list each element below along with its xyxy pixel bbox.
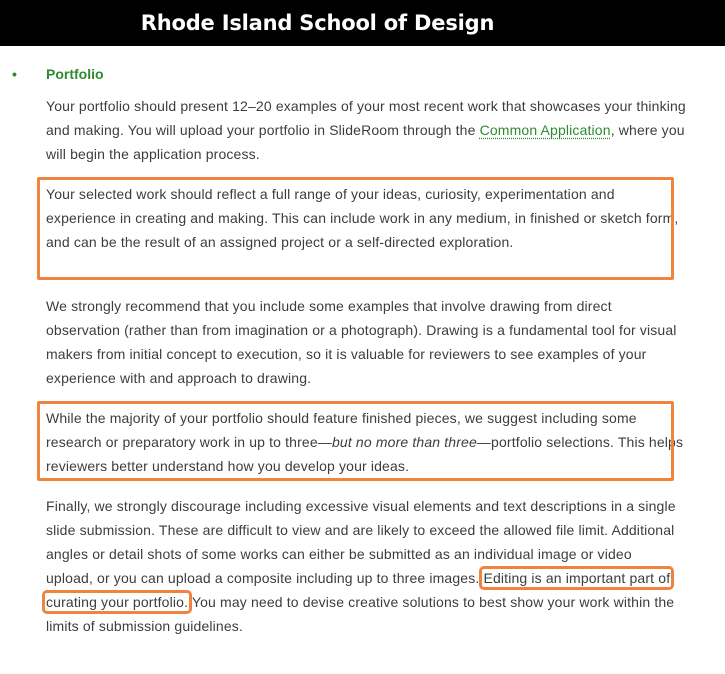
paragraph-selected-work: Your selected work should reflect a full range of your ideas, curiosity, experimentation and experience in creating and making. This can include work in any medium, in finished or sketch form, and can be the result of an assigned project or a self-directed exploration.	[46, 186, 679, 250]
paragraph-text: , where you will begin the application process.	[46, 122, 685, 162]
paragraph-text: Finally, we strongly discourage including excessive visual elements and text descriptions in a single slide submission. These are difficult to view and are likely to exceed the allowed file limit. Additional angles or detail shots of some works can either be submitted as an individual image or video upload, or you can upload a composite including up to three images.	[46, 498, 676, 586]
paragraph-drawing-recommendation: We strongly recommend that you include some examples that involve drawing from direct observation (rather than from imagination or a photograph). Drawing is a fundamental tool for visual makers from initial concept to execution, so it is valuable for reviewers to see examples of your experience with and approach to drawing.	[46, 298, 677, 386]
site-title: Rhode Island School of Design	[140, 11, 495, 35]
paragraph-text: While the majority of your portfolio should feature finished pieces, we suggest including some research or preparatory work in up to three—	[46, 410, 637, 450]
section-heading-portfolio: Portfolio	[46, 66, 104, 82]
list-bullet: •	[12, 66, 17, 82]
emphasis-text: but no more than three	[331, 434, 477, 450]
paragraph-portfolio-overview	[46, 94, 686, 166]
common-application-link[interactable]: Common Application	[479, 122, 611, 138]
paragraph-text: You may need to devise creative solutions to best show your work within the limits of submission guidelines.	[46, 594, 675, 634]
paragraph-editing-guidance	[46, 494, 678, 638]
site-header	[0, 0, 725, 46]
paragraph-text: —portfolio selections. This helps reviewers better understand how you develop your ideas.	[46, 434, 684, 474]
paragraph-finished-pieces	[46, 406, 686, 478]
paragraph-text: Your portfolio should present 12–20 examples of your most recent work that showcases your thinking and making. You will upload your portfolio in SlideRoom through the	[46, 98, 686, 138]
highlighted-editing-sentence: Editing is an important part of curating your portfolio.	[46, 570, 671, 610]
